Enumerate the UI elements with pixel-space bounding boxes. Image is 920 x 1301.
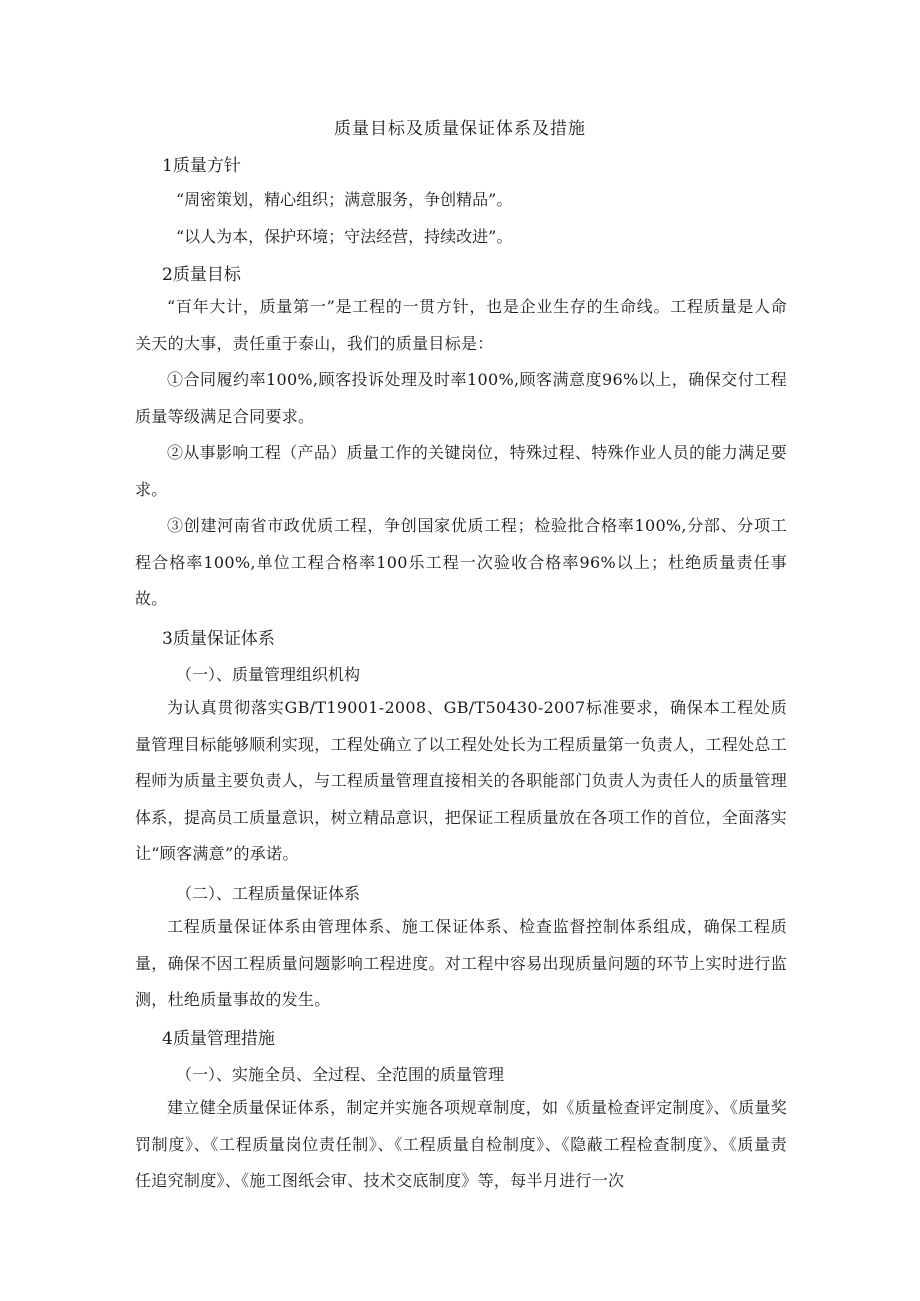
section-3-subheading-1: （一）、质量管理组织机构 bbox=[176, 665, 361, 684]
quality-target-item-2: ②从事影响工程（产品）质量工作的关键岗位，特殊过程、特殊作业人员的能力满足要求。 bbox=[135, 443, 787, 499]
management-measures-paragraph: 建立健全质量保证体系，制定并实施各项规章制度，如《质量检查评定制度》、《质量奖罚制度》、《工程质量岗位责任制》、《工程质量自检制度》、《隐蔽工程检查制度》、《质量责任追究制度》、《施工图纸会审、技术交底制度》等，每半月进行一次 bbox=[135, 1098, 787, 1190]
assurance-system-paragraph: 工程质量保证体系由管理体系、施工保证体系、检查监督控制体系组成，确保工程质量，确保不因工程质量问题影响工程进度。对工程中容易出现质量问题的环节上实时进行监测，杜绝质量事故的发生。 bbox=[135, 917, 788, 1009]
quality-policy-line-2: “以人为本，保护环境；守法经营，持续改进”。 bbox=[176, 227, 513, 246]
document-title: 质量目标及质量保证体系及措施 bbox=[334, 119, 586, 139]
section-4-heading: 4质量管理措施 bbox=[162, 1029, 275, 1049]
organization-paragraph: 为认真贯彻落实GB/T19001-2008、GB/T50430-2007标准要求，确保本工程处质量管理目标能够顺利实现，工程处确立了以工程处处长为工程质量第一负责人，工程处总工程师为质量主要负责人，与工程质量管理直接相关的各职能部门负责人为责任人的质量管理体系，提高员工质量意识，树立精品意识，把保证工程质量放在各项工作的首位，全面落实让“顾客满意”的承诺。 bbox=[135, 698, 788, 863]
section-2-heading: 2质量目标 bbox=[162, 265, 241, 285]
quality-target-intro: “百年大计，质量第一”是工程的一贯方针，也是企业生存的生命线。工程质量是人命关天的大事，责任重于泰山，我们的质量目标是： bbox=[135, 297, 787, 353]
section-1-heading: 1质量方针 bbox=[162, 156, 241, 176]
section-3-heading: 3质量保证体系 bbox=[162, 629, 275, 649]
section-3-subheading-2: （二）、工程质量保证体系 bbox=[176, 884, 361, 903]
quality-target-item-1: ①合同履约率100%,顾客投诉处理及时率100%,顾客满意度96%以上，确保交付工程质量等级满足合同要求。 bbox=[135, 370, 787, 426]
section-4-subheading-1: （一）、实施全员、全过程、全范围的质量管理 bbox=[176, 1065, 505, 1084]
quality-target-item-3: ③创建河南省市政优质工程，争创国家优质工程；检验批合格率100%,分部、分项工程合格率100%,单位工程合格率100乐工程一次验收合格率96%以上；杜绝质量责任事故。 bbox=[135, 516, 787, 608]
quality-policy-line-1: “周密策划，精心组织；满意服务，争创精品”。 bbox=[176, 190, 513, 209]
